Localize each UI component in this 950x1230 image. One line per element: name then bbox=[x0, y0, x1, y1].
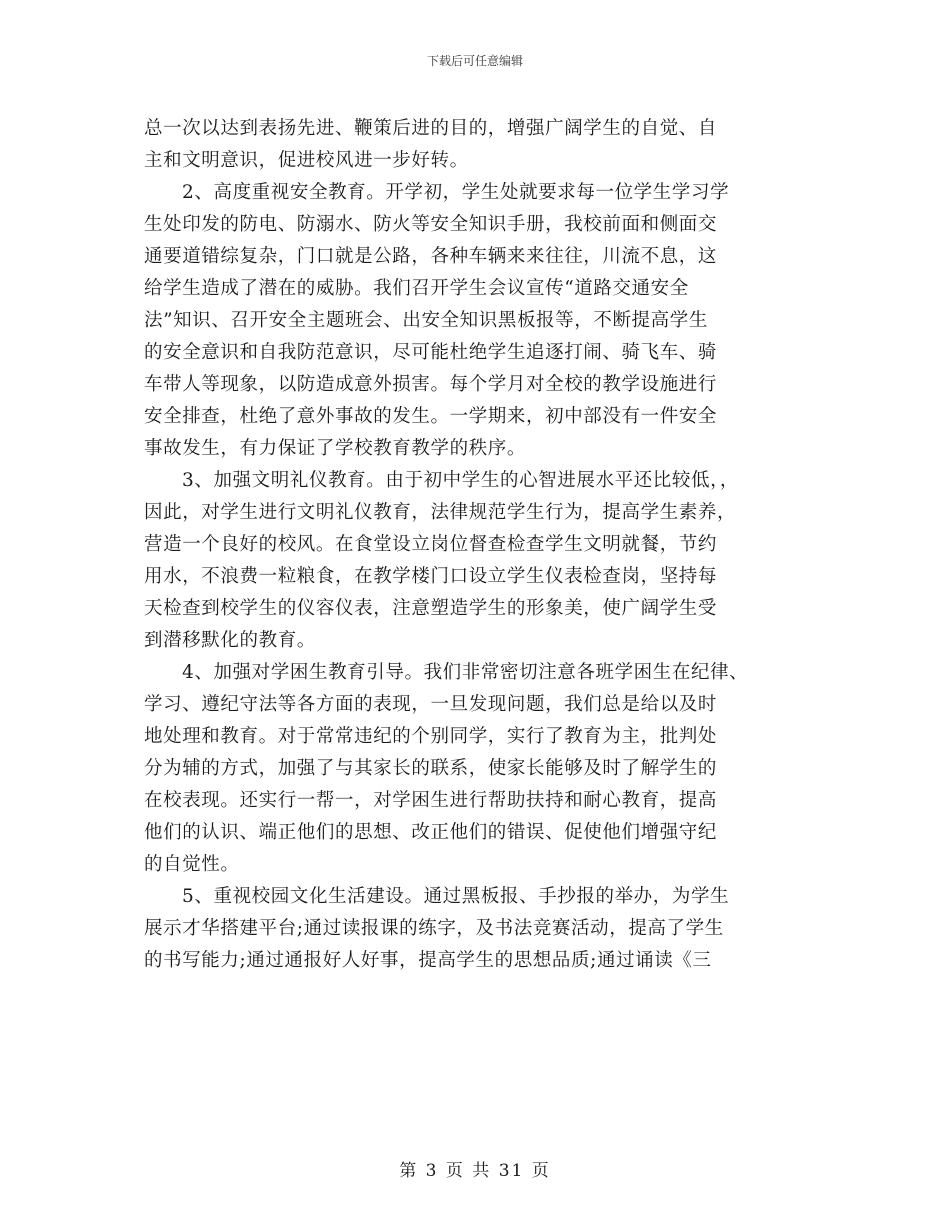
text-line: 2、高度重视安全教育。开学初，学生处就要求每一位学生学习学 bbox=[182, 182, 730, 203]
text-line: 生处印发的防电、防溺水、防火等安全知识手册，我校前面和侧面交 bbox=[144, 214, 718, 235]
document-body bbox=[144, 113, 824, 977]
text-line: 用水，不浪费一粒粮食，在教学楼门口设立学生仪表检查岗，坚持每 bbox=[144, 566, 718, 587]
text-line: 5、重视校园文化生活建设。通过黑板报、手抄报的举办，为学生 bbox=[182, 886, 730, 907]
text-line: 在校表现。还实行一帮一，对学困生进行帮助扶持和耐心教育，提高 bbox=[144, 790, 718, 811]
text-line: 给学生造成了潜在的威胁。我们召开学生会议宣传“道路交通安全 bbox=[144, 278, 689, 299]
text-line: 4、加强对学困生教育引导。我们非常密切注意各班学困生在纪律、 bbox=[182, 662, 749, 683]
text-line: 的书写能力;通过通报好人好事，提高学生的思想品质;通过诵读《三 bbox=[144, 950, 712, 971]
text-line: 事故发生，有力保证了学校教育教学的秩序。 bbox=[144, 438, 527, 459]
text-line: 他们的认识、端正他们的思想、改正他们的错误、促使他们增强守纪 bbox=[144, 822, 718, 843]
text-line: 展示才华搭建平台;通过读报课的练字，及书法竞赛活动，提高了学生 bbox=[144, 918, 724, 939]
text-line: 车带人等现象，以防造成意外损害。每个学月对全校的教学设施进行 bbox=[144, 374, 718, 395]
page-header: 下载后可任意编辑 bbox=[426, 54, 523, 68]
text-line: 天检查到校学生的仪容仪表，注意塑造学生的形象美，使广阔学生受 bbox=[144, 598, 718, 619]
text-line: 到潜移默化的教育。 bbox=[144, 630, 316, 651]
text-line: 分为辅的方式，加强了与其家长的联系，使家长能够及时了解学生的 bbox=[144, 758, 718, 779]
text-line: 地处理和教育。对于常常违纪的个别同学，实行了教育为主，批判处 bbox=[144, 726, 718, 747]
text-line: 主和文明意识，促进校风进一步好转。 bbox=[144, 150, 469, 171]
text-line: 法”知识、召开安全主题班会、出安全知识黑板报等，不断提高学生 bbox=[144, 310, 708, 331]
text-line: 通要道错综复杂，门口就是公路，各种车辆来来往往，川流不息，这 bbox=[144, 246, 718, 267]
text-line: 的自觉性。 bbox=[144, 854, 240, 875]
text-line: 安全排查，杜绝了意外事故的发生。一学期来，初中部没有一件安全 bbox=[144, 406, 718, 427]
page-number-footer: 第 3 页 共 31 页 bbox=[399, 1161, 551, 1181]
text-line: 的安全意识和自我防范意识，尽可能杜绝学生追逐打闹、骑飞车、骑 bbox=[144, 342, 718, 363]
text-line: 3、加强文明礼仪教育。由于初中学生的心智进展水平还比较低，， bbox=[182, 470, 740, 491]
text-line: 总一次以达到表扬先进、鞭策后进的目的，增强广阔学生的自觉、自 bbox=[144, 118, 718, 139]
text-line: 学习、遵纪守法等各方面的表现，一旦发现问题，我们总是给以及时 bbox=[144, 694, 718, 715]
text-line: 因此，对学生进行文明礼仪教育，法律规范学生行为，提高学生素养， bbox=[144, 502, 737, 523]
text-line: 营造一个良好的校风。在食堂设立岗位督查检查学生文明就餐，节约 bbox=[144, 534, 718, 555]
